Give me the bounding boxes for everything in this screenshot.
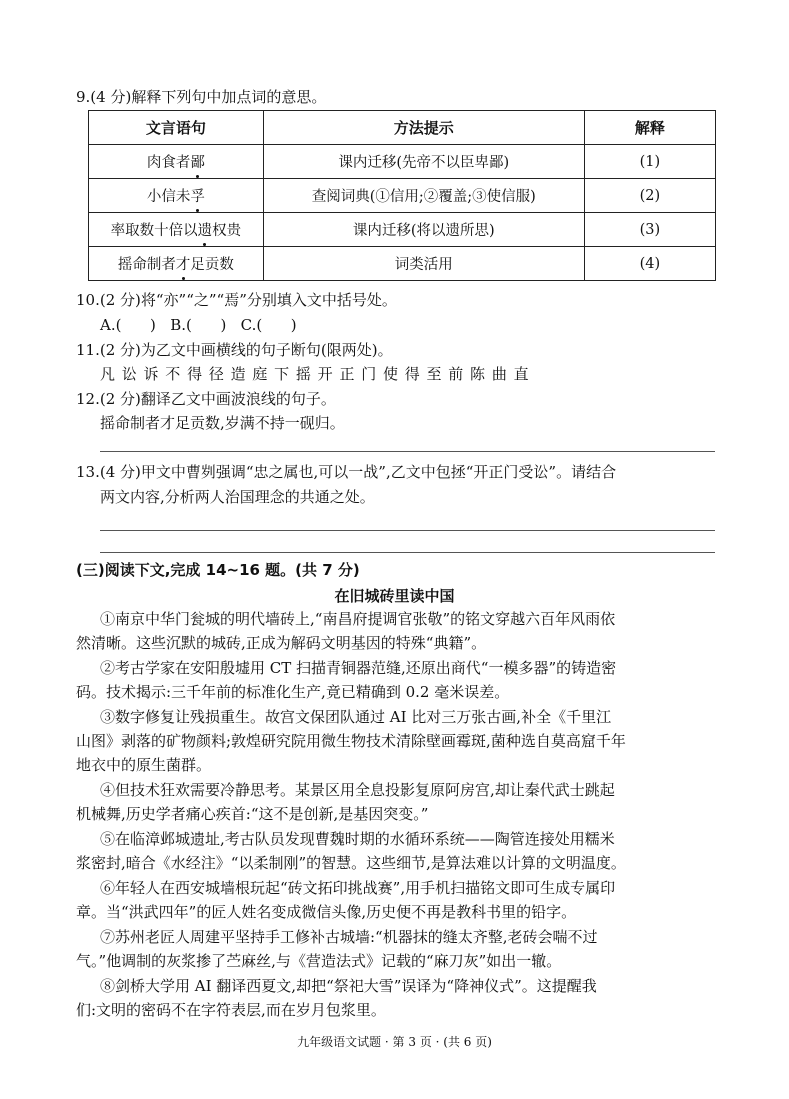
sentence-text: 摇命制者 [117,257,176,273]
section-heading: (三)阅读下文,完成 14~16 题。(共 7 分) [76,561,360,579]
paragraph-2-line2: 码。技术揭示:三千年前的标准化生产,竟已精确到 0.2 毫米误差。 [76,683,510,701]
sentence-text: 率取数十倍以 [110,223,198,239]
sentence-cell [89,179,264,213]
paragraph-6-line1: ⑥年轻人在西安城墙根玩起“砖文拓印挑战赛”,用手机扫描铭文即可生成专属印 [100,879,616,897]
q11-sentence[interactable]: 凡 讼 诉 不 得 径 造 庭 下 摇 开 正 门 使 得 至 前 陈 曲 直 [100,365,530,383]
header-hint: 方法提示 [263,111,584,145]
table-row [89,247,716,281]
sentence-text: 权贵 [212,223,242,239]
q12-stem: 12.(2 分)翻译乙文中画波浪线的句子。 [76,390,336,408]
sentence-text: 肉食者 [146,155,191,171]
dotted-word: 遗 [198,219,213,240]
paragraph-2-line1: ②考古学家在安阳殷墟用 CT 扫描青铜器范缝,还原出商代“一模多器”的铸造密 [100,659,617,677]
dotted-word: 鄙 [190,151,205,172]
hint-cell: 课内迁移(先帝不以臣卑鄙) [263,145,584,179]
answer-cell[interactable]: (3) [584,213,715,247]
hint-cell: 课内迁移(将以遗所思) [263,213,584,247]
paragraph-7-line2: 气。”他调制的灰浆掺了苎麻丝,与《营造法式》记载的“麻刀灰”如出一辙。 [76,952,562,970]
paragraph-3-line2: 山图》剥落的矿物颜料;敦煌研究院用微生物技术清除壁画霉斑,菌种选自莫高窟千年 [76,732,626,750]
sentence-text: 小信未 [146,189,191,205]
hint-cell: 词类活用 [263,247,584,281]
sentence-cell [89,213,264,247]
q10-stem: 10.(2 分)将“亦”“之”“焉”分别填入文中括号处。 [76,291,397,309]
sentence-cell [89,247,264,281]
q11-stem: 11.(2 分)为乙文中画横线的句子断句(限两处)。 [76,341,393,359]
paragraph-5-line1: ⑤在临漳邺城遗址,考古队员发现曹魏时期的水循环系统——陶管连接处用糯米 [100,830,615,848]
answer-cell[interactable]: (1) [584,145,715,179]
table-row [89,213,716,247]
answer-line[interactable] [100,552,715,553]
paragraph-1-line1: ①南京中华门瓮城的明代墙砖上,“南昌府提调官张敬”的铭文穿越六百年风雨依 [100,610,616,628]
answer-cell[interactable]: (2) [584,179,715,213]
q13-stem-line2: 两文内容,分析两人治国理念的共通之处。 [100,488,375,506]
paragraph-1-line2: 然清晰。这些沉默的城砖,正成为解码文明基因的特殊“典籍”。 [76,634,487,652]
header-answer: 解释 [584,111,715,145]
paragraph-8-line2: 们:文明的密码不在字符表层,而在岁月包浆里。 [76,1001,386,1019]
paragraph-8-line1: ⑧剑桥大学用 AI 翻译西夏文,却把“祭祀大雪”误译为“降神仪式”。这提醒我 [100,977,597,995]
paragraph-4-line2: 机械舞,历史学者痛心疾首:“这不是创新,是基因突变。” [76,805,429,823]
q12-sentence: 摇命制者才足贡数,岁满不持一砚归。 [100,414,345,432]
table-header-row [89,111,716,145]
page-footer: 九年级语文试题 · 第 3 页 · (共 6 页) [297,1035,492,1049]
q10-blanks[interactable]: A.( ) B.( ) C.( ) [100,316,297,334]
paragraph-4-line1: ④但技术狂欢需要冷静思考。某景区用全息投影复原阿房宫,却让秦代武士跳起 [100,781,615,799]
article-title: 在旧城砖里读中国 [334,587,455,605]
paragraph-6-line2: 章。当“洪武四年”的匠人姓名变成微信头像,历史便不再是教科书里的铅字。 [76,903,577,921]
q9-stem: 9.(4 分)解释下列句中加点词的意思。 [76,88,327,106]
q13-stem-line1: 13.(4 分)甲文中曹刿强调“忠之属也,可以一战”,乙文中包拯“开正门受讼”。请结合 [76,463,617,481]
sentence-text: 足贡数 [190,257,234,273]
dotted-word: 孚 [190,185,205,206]
answer-cell[interactable]: (4) [584,247,715,281]
dotted-word: 才 [176,253,191,274]
paragraph-5-line2: 浆密封,暗合《水经注》“以柔制刚”的智慧。这些细节,是算法难以计算的文明温度。 [76,854,626,872]
answer-line[interactable] [100,451,715,452]
paragraph-3-line1: ③数字修复让残损重生。故宫文保团队通过 AI 比对三万张古画,补全《千里江 [100,708,612,726]
q9-table [88,110,716,281]
answer-line[interactable] [100,530,715,531]
table-row [89,179,716,213]
paragraph-7-line1: ⑦苏州老匠人周建平坚持手工修补古城墙:“机器抹的缝太齐整,老砖会喘不过 [100,928,598,946]
paragraph-3-line3: 地衣中的原生菌群。 [76,756,212,774]
sentence-cell [89,145,264,179]
header-sentence: 文言语句 [89,111,264,145]
hint-cell: 查阅词典(①信用;②覆盖;③使信服) [263,179,584,213]
table-row [89,145,716,179]
